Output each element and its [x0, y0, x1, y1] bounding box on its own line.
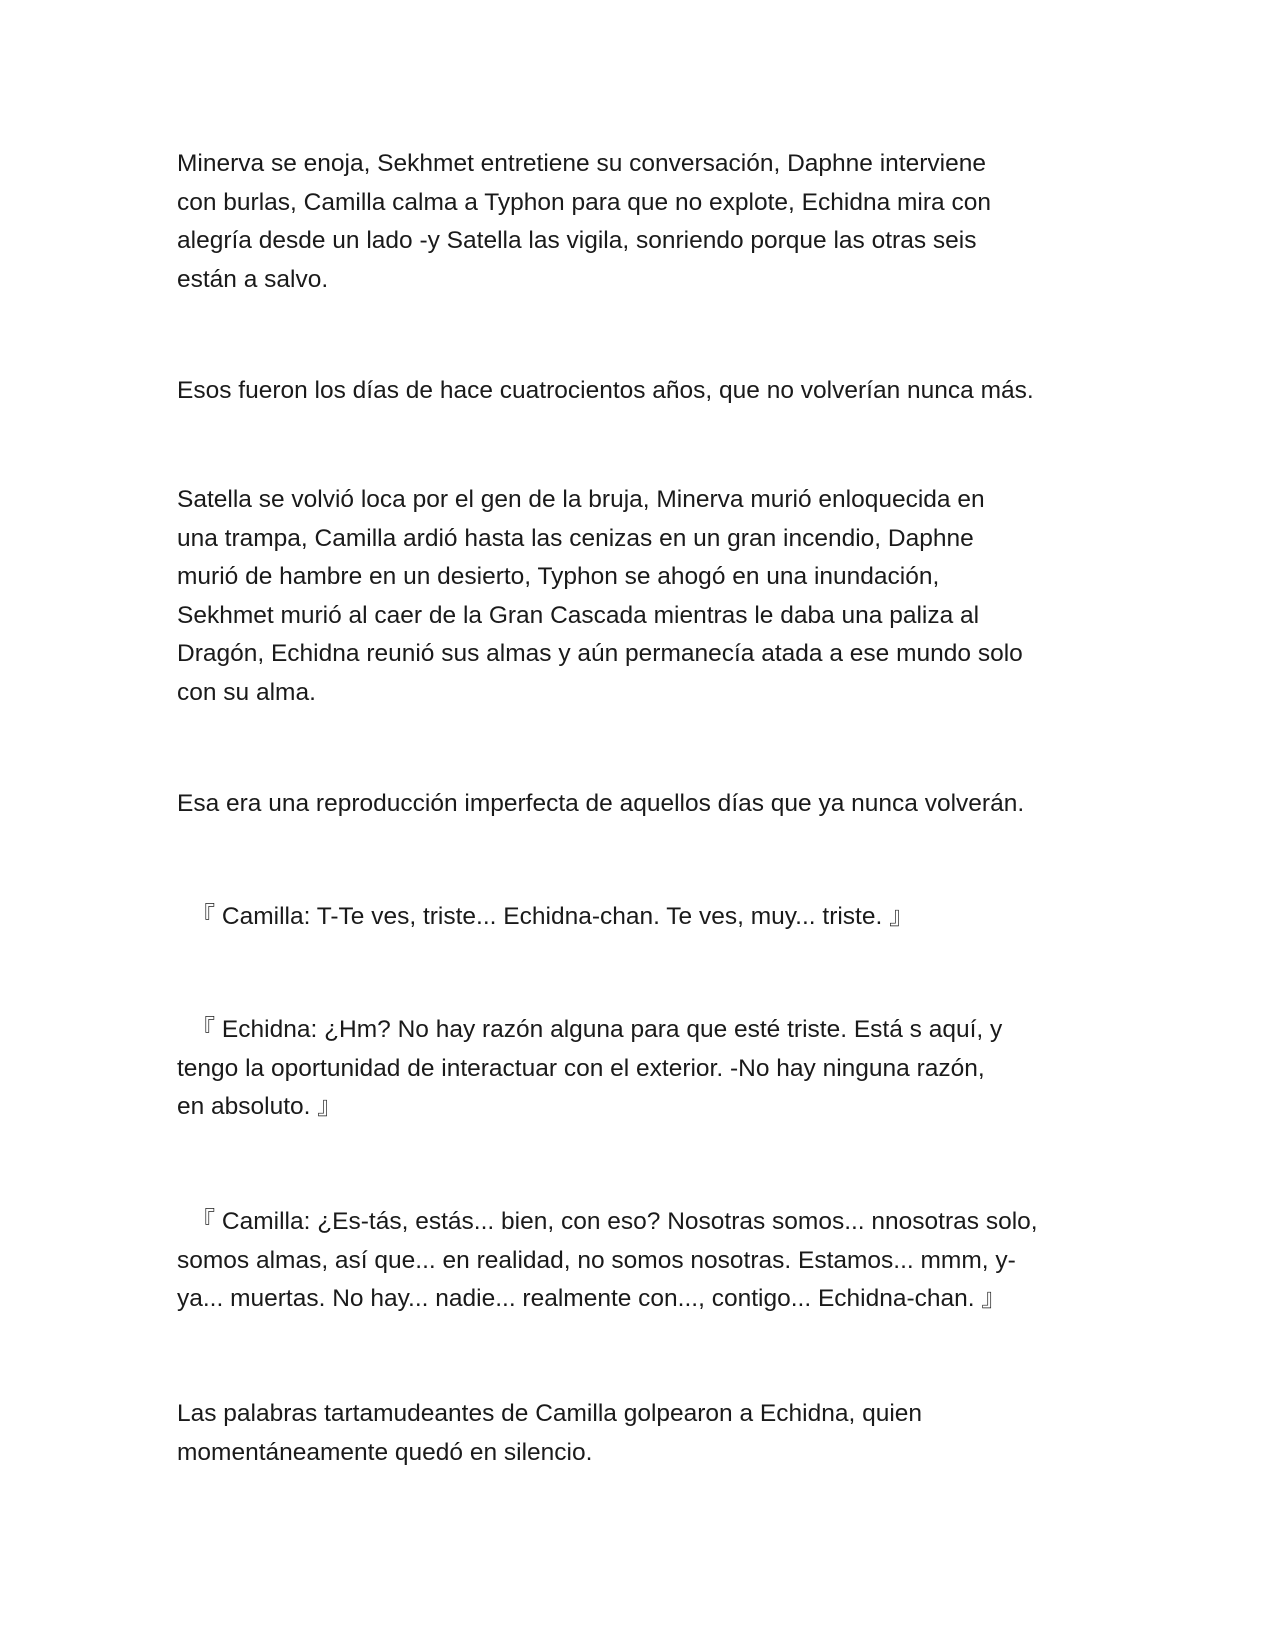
paragraph-4	[177, 785, 1107, 824]
text-line: murió de hambre en un desierto, Typhon se ahogó en una inundación,	[177, 563, 940, 590]
text-line: Esos fueron los días de hace cuatrocientos años, que no volverían nunca más.	[177, 377, 1034, 404]
text-line: alegría desde un lado -y Satella las vigila, sonriendo porque las otras seis	[177, 227, 977, 254]
text-line: Dragón, Echidna reunió sus almas y aún permanecía atada a ese mundo solo	[177, 640, 1023, 667]
text-line: Esa era una reproducción imperfecta de aquellos días que ya nunca volverán.	[177, 790, 1025, 817]
text-line: Satella se volvió loca por el gen de la bruja, Minerva murió enloquecida en	[177, 486, 985, 513]
text-line: 『 Camilla: ¿Es-tás, estás... bien, con eso? Nosotras somos... nnosotras solo,	[177, 1208, 1038, 1235]
text-line: una trampa, Camilla ardió hasta las cenizas en un gran incendio, Daphne	[177, 524, 974, 552]
dialogue-echidna-1	[177, 1011, 1107, 1127]
text-line: con burlas, Camilla calma a Typhon para que no explote, Echidna mira con	[177, 188, 991, 216]
text-line: 『 Camilla: T-Te ves, triste... Echidna-chan. Te ves, muy... triste. 』	[177, 903, 914, 930]
dialogue-camilla-2	[177, 1203, 1107, 1319]
text-line: Sekhmet murió al caer de la Gran Cascada mientras le daba una paliza al	[177, 601, 980, 629]
text-line: están a salvo.	[177, 265, 329, 293]
text-line: momentáneamente quedó en silencio.	[177, 1438, 593, 1466]
text-line: somos almas, así que... en realidad, no somos nosotras. Estamos... mmm, y-	[177, 1246, 1016, 1274]
paragraph-5	[177, 1395, 1107, 1472]
paragraph-2	[177, 372, 1107, 411]
paragraph-3	[177, 481, 1107, 712]
dialogue-camilla-1	[177, 898, 1107, 937]
paragraph-1	[177, 145, 1107, 299]
text-line: Minerva se enoja, Sekhmet entretiene su conversación, Daphne interviene	[177, 150, 986, 177]
text-line: con su alma.	[177, 678, 316, 706]
text-line: ya... muertas. No hay... nadie... realmente con..., contigo... Echidna-chan. 』	[177, 1285, 1006, 1312]
text-line: Las palabras tartamudeantes de Camilla golpearon a Echidna, quien	[177, 1400, 923, 1427]
text-line: 『 Echidna: ¿Hm? No hay razón alguna para que esté triste. Está s aquí, y	[177, 1016, 1003, 1043]
text-line: en absoluto. 』	[177, 1093, 342, 1120]
text-line: tengo la oportunidad de interactuar con el exterior. -No hay ninguna razón,	[177, 1054, 985, 1082]
